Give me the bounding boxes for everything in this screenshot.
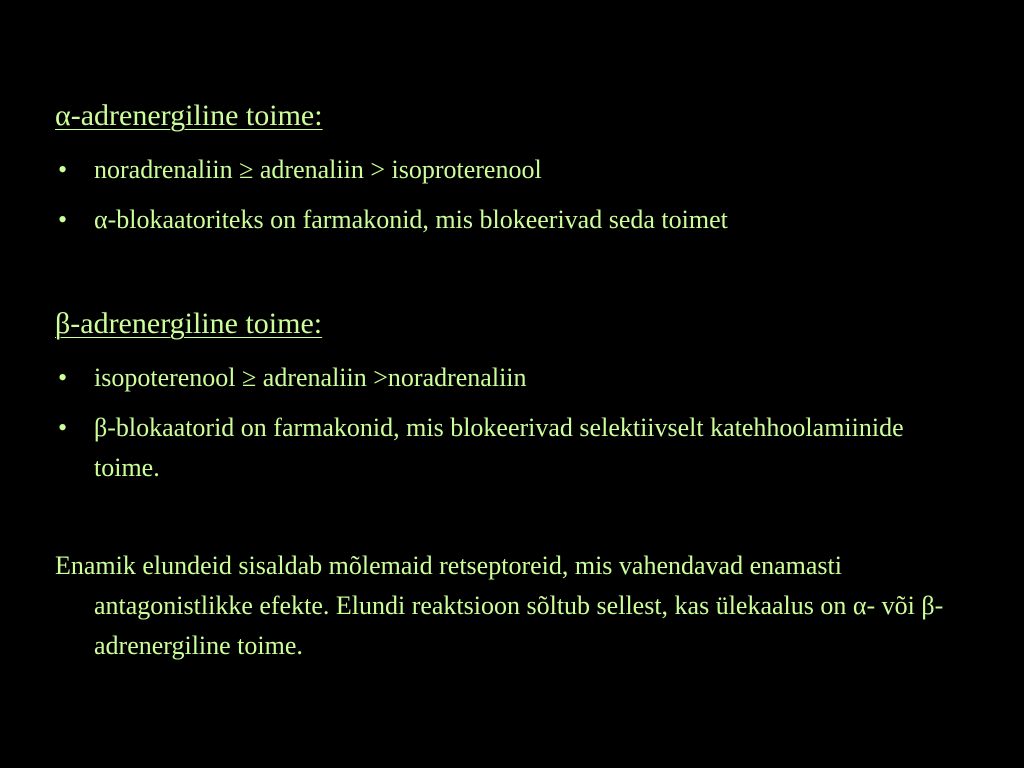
beta-heading: β-adrenergiline toime: [55,307,323,340]
alpha-bullet-1 [55,150,728,190]
beta-bullet-2-text: β-blokaatorid on farmakonid, mis blokeerivad selektiivselt katehhoolamiinide toime. [94,413,904,482]
alpha-bullet-2 [55,200,728,240]
alpha-heading: α-adrenergiline toime: [55,99,323,132]
beta-bullet-1 [55,358,914,398]
beta-bullet-1-text: isopoterenool ≥ adrenaliin >noradrenaliin [94,363,527,392]
bullet-dot: • [58,155,68,184]
alpha-bullet-2-text: α-blokaatoriteks on farmakonid, mis blokeerivad seda toimet [94,205,728,234]
beta-bullet-list [55,358,914,498]
bullet-dot: • [58,413,68,442]
alpha-bullet-list [55,150,728,250]
bullet-dot: • [58,363,68,392]
summary-paragraph: Enamik elundeid sisaldab mõlemaid retseptoreid, mis vahendavad enamasti antagonistlikke efekte. Elundi reaktsioon sõltub sellest, kas ülekaalus on α- või β-adrenergiline toime. [55,551,944,660]
beta-bullet-2 [55,408,914,488]
alpha-bullet-1-text: noradrenaliin ≥ adrenaliin > isoproterenool [94,155,542,184]
bullet-dot: • [58,205,68,234]
